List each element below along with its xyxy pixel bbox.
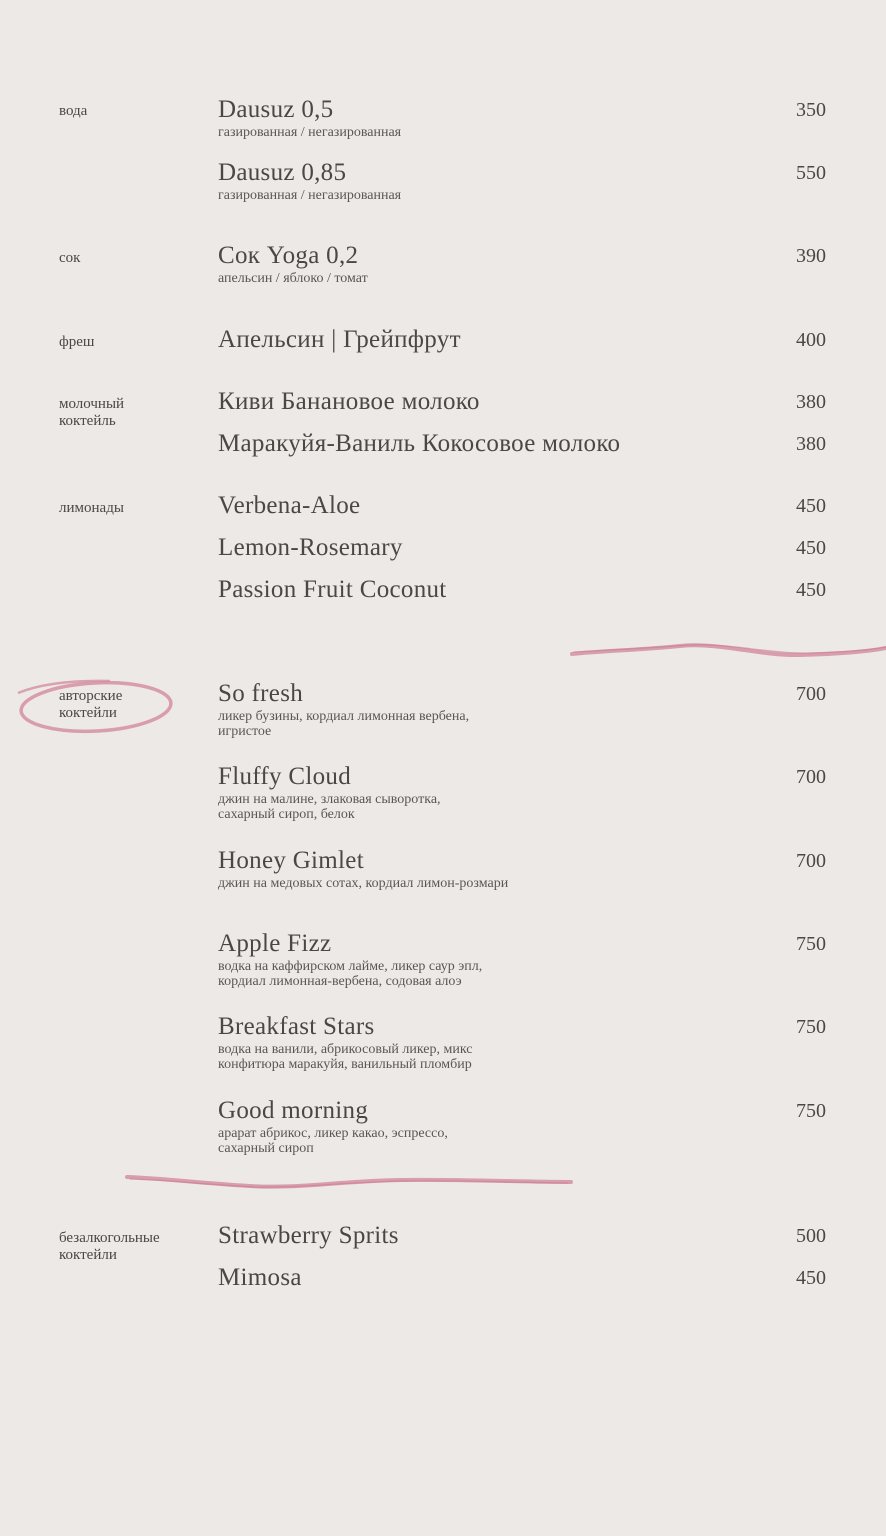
item-price: 700 xyxy=(796,766,826,788)
item-price: 500 xyxy=(796,1225,826,1247)
item-price: 450 xyxy=(796,495,826,517)
item-price: 750 xyxy=(796,1016,826,1038)
item-description: апельсин / яблоко / томат xyxy=(218,271,368,286)
category-milkshake: молочный коктейль xyxy=(59,396,125,429)
item-description: джин на медовых сотах, кордиал лимон-розмари xyxy=(218,876,509,891)
item-name: So fresh xyxy=(218,680,304,707)
menu-item xyxy=(218,930,826,989)
item-name: Киви Банановое молоко xyxy=(218,388,480,415)
category-nonalcoholic-cocktails: безалкогольные коктейли xyxy=(59,1230,160,1263)
menu-item xyxy=(218,492,826,520)
item-price: 750 xyxy=(796,933,826,955)
menu-item xyxy=(218,680,826,739)
item-name: Mimosa xyxy=(218,1264,302,1291)
item-name: Fluffy Cloud xyxy=(218,763,352,790)
item-price: 450 xyxy=(796,1267,826,1289)
menu-item xyxy=(218,1097,826,1156)
item-name: Сок Yoga 0,2 xyxy=(218,242,359,269)
item-name: Lemon-Rosemary xyxy=(218,534,403,561)
item-name: Passion Fruit Coconut xyxy=(218,576,447,603)
item-price: 380 xyxy=(796,391,826,413)
category-fresh: фреш xyxy=(59,334,95,350)
menu-item xyxy=(218,326,826,354)
wavy-line-bottom xyxy=(127,1177,571,1187)
item-price: 350 xyxy=(796,99,826,121)
category-juice: сок xyxy=(59,250,81,266)
item-name: Breakfast Stars xyxy=(218,1013,375,1040)
item-description: ликер бузины, кордиал лимонная вербена, игристое xyxy=(218,709,470,739)
item-description: арарат абрикос, ликер какао, эспрессо, сахарный сироп xyxy=(218,1126,448,1156)
item-price: 550 xyxy=(796,162,826,184)
item-name: Apple Fizz xyxy=(218,930,332,957)
menu-item xyxy=(218,1222,826,1250)
wavy-line-top-texture xyxy=(574,645,886,653)
item-price: 750 xyxy=(796,1100,826,1122)
menu-item xyxy=(218,430,826,458)
item-description: джин на малине, злаковая сыворотка, сахарный сироп, белок xyxy=(218,792,441,822)
item-description: водка на каффирском лайме, ликер саур эпл, кордиал лимонная-вербена, содовая алоэ xyxy=(218,959,483,989)
menu-item xyxy=(218,534,826,562)
category-lemonades: лимонады xyxy=(59,500,124,516)
menu-item xyxy=(218,763,826,822)
menu-item xyxy=(218,1013,826,1072)
item-price: 400 xyxy=(796,329,826,351)
item-price: 700 xyxy=(796,850,826,872)
wavy-line-bottom-texture xyxy=(130,1179,568,1187)
menu-item xyxy=(218,96,826,140)
menu-item xyxy=(218,159,826,203)
item-price: 380 xyxy=(796,433,826,455)
item-price: 390 xyxy=(796,245,826,267)
category-signature-cocktails: авторские коктейли xyxy=(59,688,123,721)
menu-item xyxy=(218,576,826,604)
item-description: водка на ванили, абрикосовый ликер, микс конфитюра маракуйя, ванильный пломбир xyxy=(218,1042,473,1072)
menu-item xyxy=(218,242,826,286)
item-price: 450 xyxy=(796,579,826,601)
item-price: 450 xyxy=(796,537,826,559)
item-name: Good morning xyxy=(218,1097,369,1124)
item-name: Honey Gimlet xyxy=(218,847,364,874)
item-price: 700 xyxy=(796,683,826,705)
item-name: Апельсин | Грейпфрут xyxy=(218,326,461,353)
item-name: Маракуйя-Ваниль Кокосовое молоко xyxy=(218,430,621,457)
item-description: газированная / негазированная xyxy=(218,125,402,140)
menu-item xyxy=(218,388,826,416)
item-name: Strawberry Sprits xyxy=(218,1222,399,1249)
category-water: вода xyxy=(59,103,88,119)
menu-item xyxy=(218,1264,826,1292)
wavy-line-top xyxy=(572,645,886,655)
menu-item xyxy=(218,847,826,891)
item-name: Dausuz 0,85 xyxy=(218,159,347,186)
item-name: Dausuz 0,5 xyxy=(218,96,334,123)
item-name: Verbena-Aloe xyxy=(218,492,361,519)
item-description: газированная / негазированная xyxy=(218,188,402,203)
